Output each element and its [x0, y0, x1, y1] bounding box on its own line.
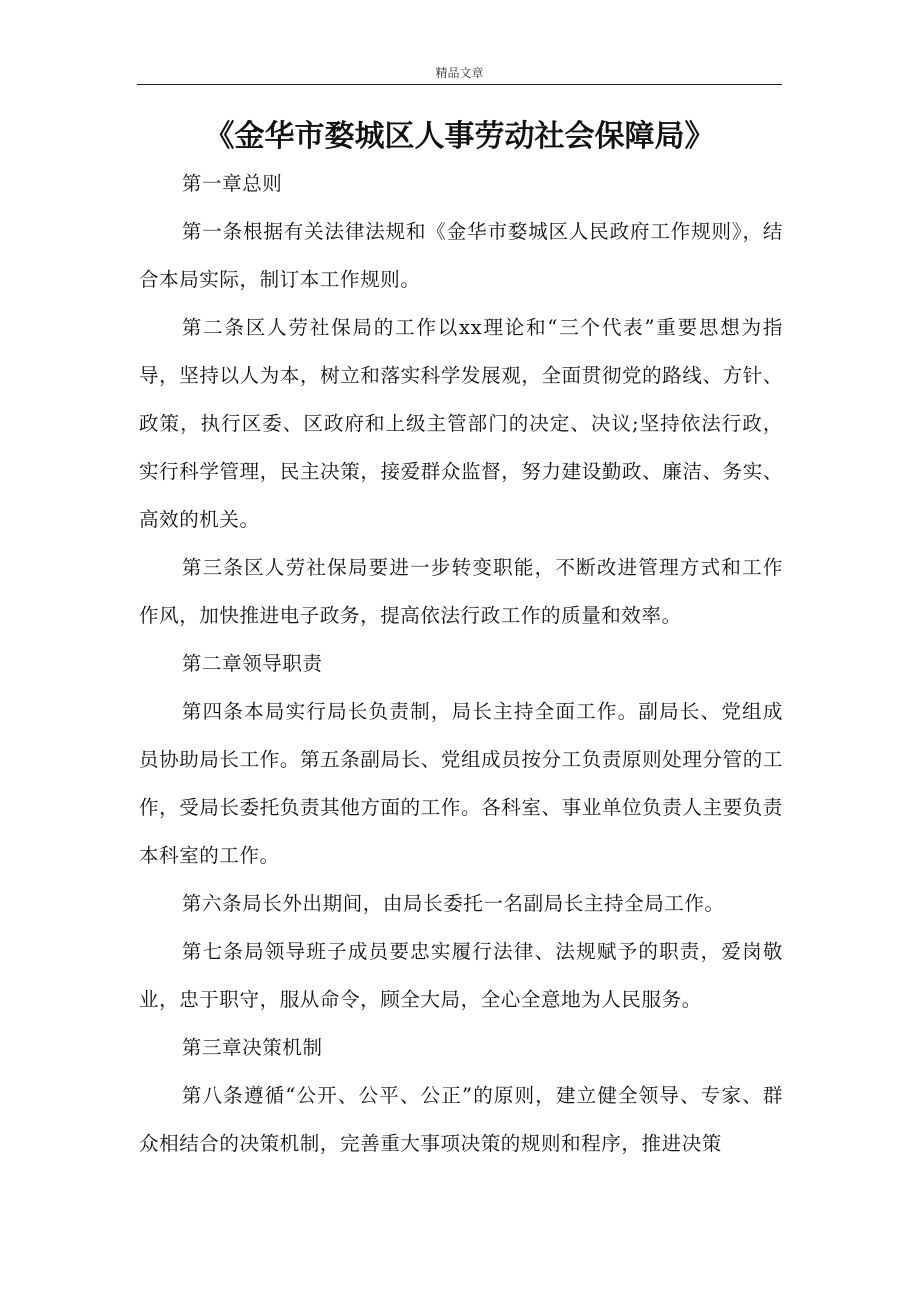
article-paragraph: 第四条本局实行局长负责制，局长主持全面工作。副局长、党组成员协助局长工作。第五条副局长、党组成员按分工负责原则处理分管的工作，受局长委托负责其他方面的工作。各科室、事业单位负责人主要负责本科室的工作。 — [139, 700, 783, 867]
article-paragraph: 第三条区人劳社保局要进一步转变职能，不断改进管理方式和工作作风，加快推进电子政务，提高依法行政工作的质量和效率。 — [139, 556, 783, 627]
page-header — [137, 62, 782, 85]
chapter-heading: 第一章总则 — [181, 172, 283, 195]
article-paragraph: 第八条遵循“公开、公平、公正”的原则，建立健全领导、专家、群众相结合的决策机制，完善重大事项决策的规则和程序，推进决策 — [139, 1084, 783, 1155]
article-paragraph: 第二条区人劳社保局的工作以xx理论和“三个代表”重要思想为指导，坚持以人为本，树立和落实科学发展观，全面贯彻党的路线、方针、政策，执行区委、区政府和上级主管部门的决定、决议;坚持依法行政，实行科学管理，民主决策，接爱群众监督，努力建设勤政、廉洁、务实、高效的机关。 — [139, 316, 783, 531]
article-paragraph: 第六条局长外出期间，由局长委托一名副局长主持全局工作。 — [181, 892, 725, 915]
header-label: 精品文章 — [435, 66, 484, 80]
chapter-heading: 第三章决策机制 — [181, 1036, 323, 1059]
article-paragraph: 第一条根据有关法律法规和《金华市婺城区人民政府工作规则》，结合本局实际，制订本工作规则。 — [139, 220, 783, 291]
document-title: 《金华市婺城区人事劳动社会保障局》 — [204, 119, 715, 154]
document-body — [139, 160, 783, 1168]
article-paragraph: 第七条局领导班子成员要忠实履行法律、法规赋予的职责，爱岗敬业，忠于职守，服从命令，顾全大局，全心全意地为人民服务。 — [139, 940, 783, 1011]
chapter-heading: 第二章领导职责 — [181, 652, 323, 675]
